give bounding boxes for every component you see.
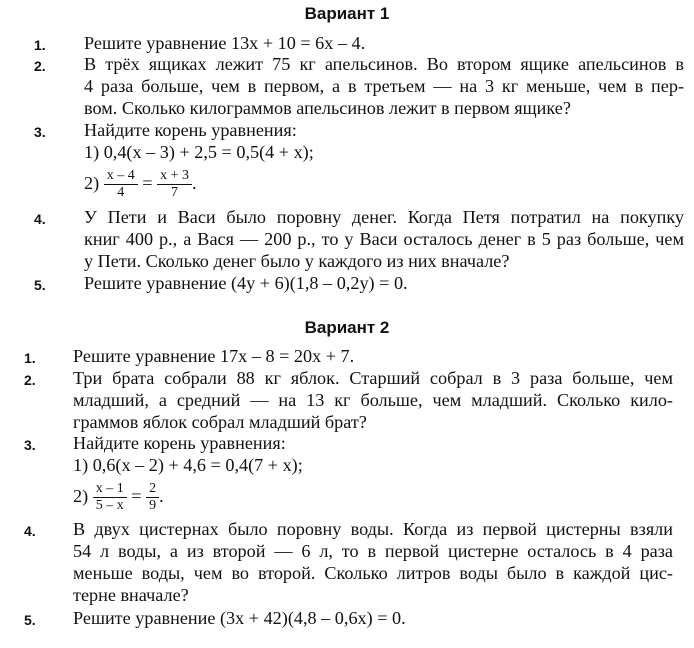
v2-task-5-text: Решите уравнение (3x + 42)(4,8 – 0,6x) = 0. bbox=[73, 608, 406, 628]
v1-task-3-number: 3. bbox=[34, 124, 46, 140]
v2-eq2-period: . bbox=[159, 486, 164, 506]
v1-task-2-number: 2. bbox=[34, 58, 46, 74]
v2-task-5-number: 5. bbox=[24, 612, 36, 628]
v2-eq2-denominator-right: 9 bbox=[149, 498, 157, 514]
v1-eq2-fraction-left bbox=[104, 168, 138, 201]
v1-task-1-number: 1. bbox=[34, 37, 46, 53]
v1-eq2-numerator-left: x – 4 bbox=[104, 168, 138, 185]
v1-eq2-denominator-left: 4 bbox=[117, 185, 125, 201]
v2-task-2-number: 2. bbox=[24, 372, 36, 388]
v1-eq2-denominator-right: 7 bbox=[171, 185, 179, 201]
v1-task-4-line-2: книг 400 р., а Вася — 200 р., то у Васи осталось денег в 5 раз больше, чем bbox=[84, 229, 684, 249]
v2-task-3-equation-2 bbox=[73, 476, 164, 516]
v2-eq2-numerator-left: x – 1 bbox=[93, 481, 127, 498]
v1-task-5-number: 5. bbox=[34, 277, 46, 293]
v2-eq2-numerator-right: 2 bbox=[146, 481, 159, 498]
v2-eq2-equals: = bbox=[131, 486, 142, 506]
v1-task-2-line-1: В трёх ящиках лежит 75 кг апельсинов. Во втором ящике апельсинов в bbox=[84, 54, 684, 74]
v2-task-2-line-3: граммов яблок собрал младший брат? bbox=[73, 412, 367, 432]
v1-task-2-line-2: 4 раза больше, чем в первом, а в третьем — на 3 кг меньше, чем в пер- bbox=[84, 76, 684, 96]
variant-1-title: Вариант 1 bbox=[304, 4, 390, 23]
v1-eq2-fraction-right bbox=[157, 168, 192, 201]
v2-task-1-number: 1. bbox=[24, 350, 36, 366]
v2-eq2-fraction-right bbox=[146, 481, 159, 514]
v2-task-3-equation-1: 1) 0,6(x – 2) + 4,6 = 0,4(7 + x); bbox=[73, 455, 303, 475]
v2-task-1-text: Решите уравнение 17x – 8 = 20x + 7. bbox=[73, 346, 355, 366]
v1-task-1-text: Решите уравнение 13x + 10 = 6x – 4. bbox=[84, 33, 366, 53]
v2-eq2-label: 2) bbox=[73, 486, 89, 506]
v1-eq2-label: 2) bbox=[84, 173, 100, 193]
v2-task-2-line-1: Три брата собрали 88 кг яблок. Старший собрал в 3 раза больше, чем bbox=[73, 368, 673, 388]
v2-task-2-line-2: младший, а средний — на 13 кг больше, чем младший. Сколько кило- bbox=[73, 390, 673, 410]
v1-task-3-equation-2 bbox=[84, 163, 197, 203]
v2-task-4-line-2: 54 л воды, а из второй — 6 л, то в первой цистерне осталось в 4 раза bbox=[73, 541, 673, 561]
v2-task-3-number: 3. bbox=[24, 437, 36, 453]
v2-task-4-line-3: меньше воды, чем во второй. Сколько литров воды было в каждой цис- bbox=[73, 563, 673, 583]
v1-task-3-equation-1: 1) 0,4(x – 3) + 2,5 = 0,5(4 + x); bbox=[84, 142, 314, 162]
v1-task-5-text: Решите уравнение (4y + 6)(1,8 – 0,2y) = 0. bbox=[84, 273, 408, 293]
v2-task-4-number: 4. bbox=[24, 523, 36, 539]
v1-eq2-equals: = bbox=[142, 173, 153, 193]
v1-task-4-line-1: У Пети и Васи было поровну денег. Когда Петя потратил на покупку bbox=[84, 207, 684, 227]
v2-task-3-heading: Найдите корень уравнения: bbox=[73, 433, 286, 453]
v2-eq2-denominator-left: 5 – x bbox=[95, 498, 124, 514]
v1-eq2-numerator-right: x + 3 bbox=[157, 168, 192, 185]
v1-task-2-line-3: вом. Сколько килограммов апельсинов лежит в первом ящике? bbox=[84, 98, 571, 118]
v2-eq2-fraction-left bbox=[93, 481, 127, 514]
v2-task-4-line-1: В двух цистернах было поровну воды. Когда из первой цистерны взяли bbox=[73, 519, 673, 539]
v1-eq2-period: . bbox=[191, 173, 197, 193]
v2-task-4-line-4: терне вначале? bbox=[73, 585, 189, 605]
v1-task-3-heading: Найдите корень уравнения: bbox=[84, 120, 297, 140]
v1-task-4-number: 4. bbox=[34, 211, 46, 227]
variant-2-title: Вариант 2 bbox=[304, 318, 390, 337]
v1-task-4-line-3: у Пети. Сколько денег было у каждого из них вначале? bbox=[84, 251, 510, 271]
